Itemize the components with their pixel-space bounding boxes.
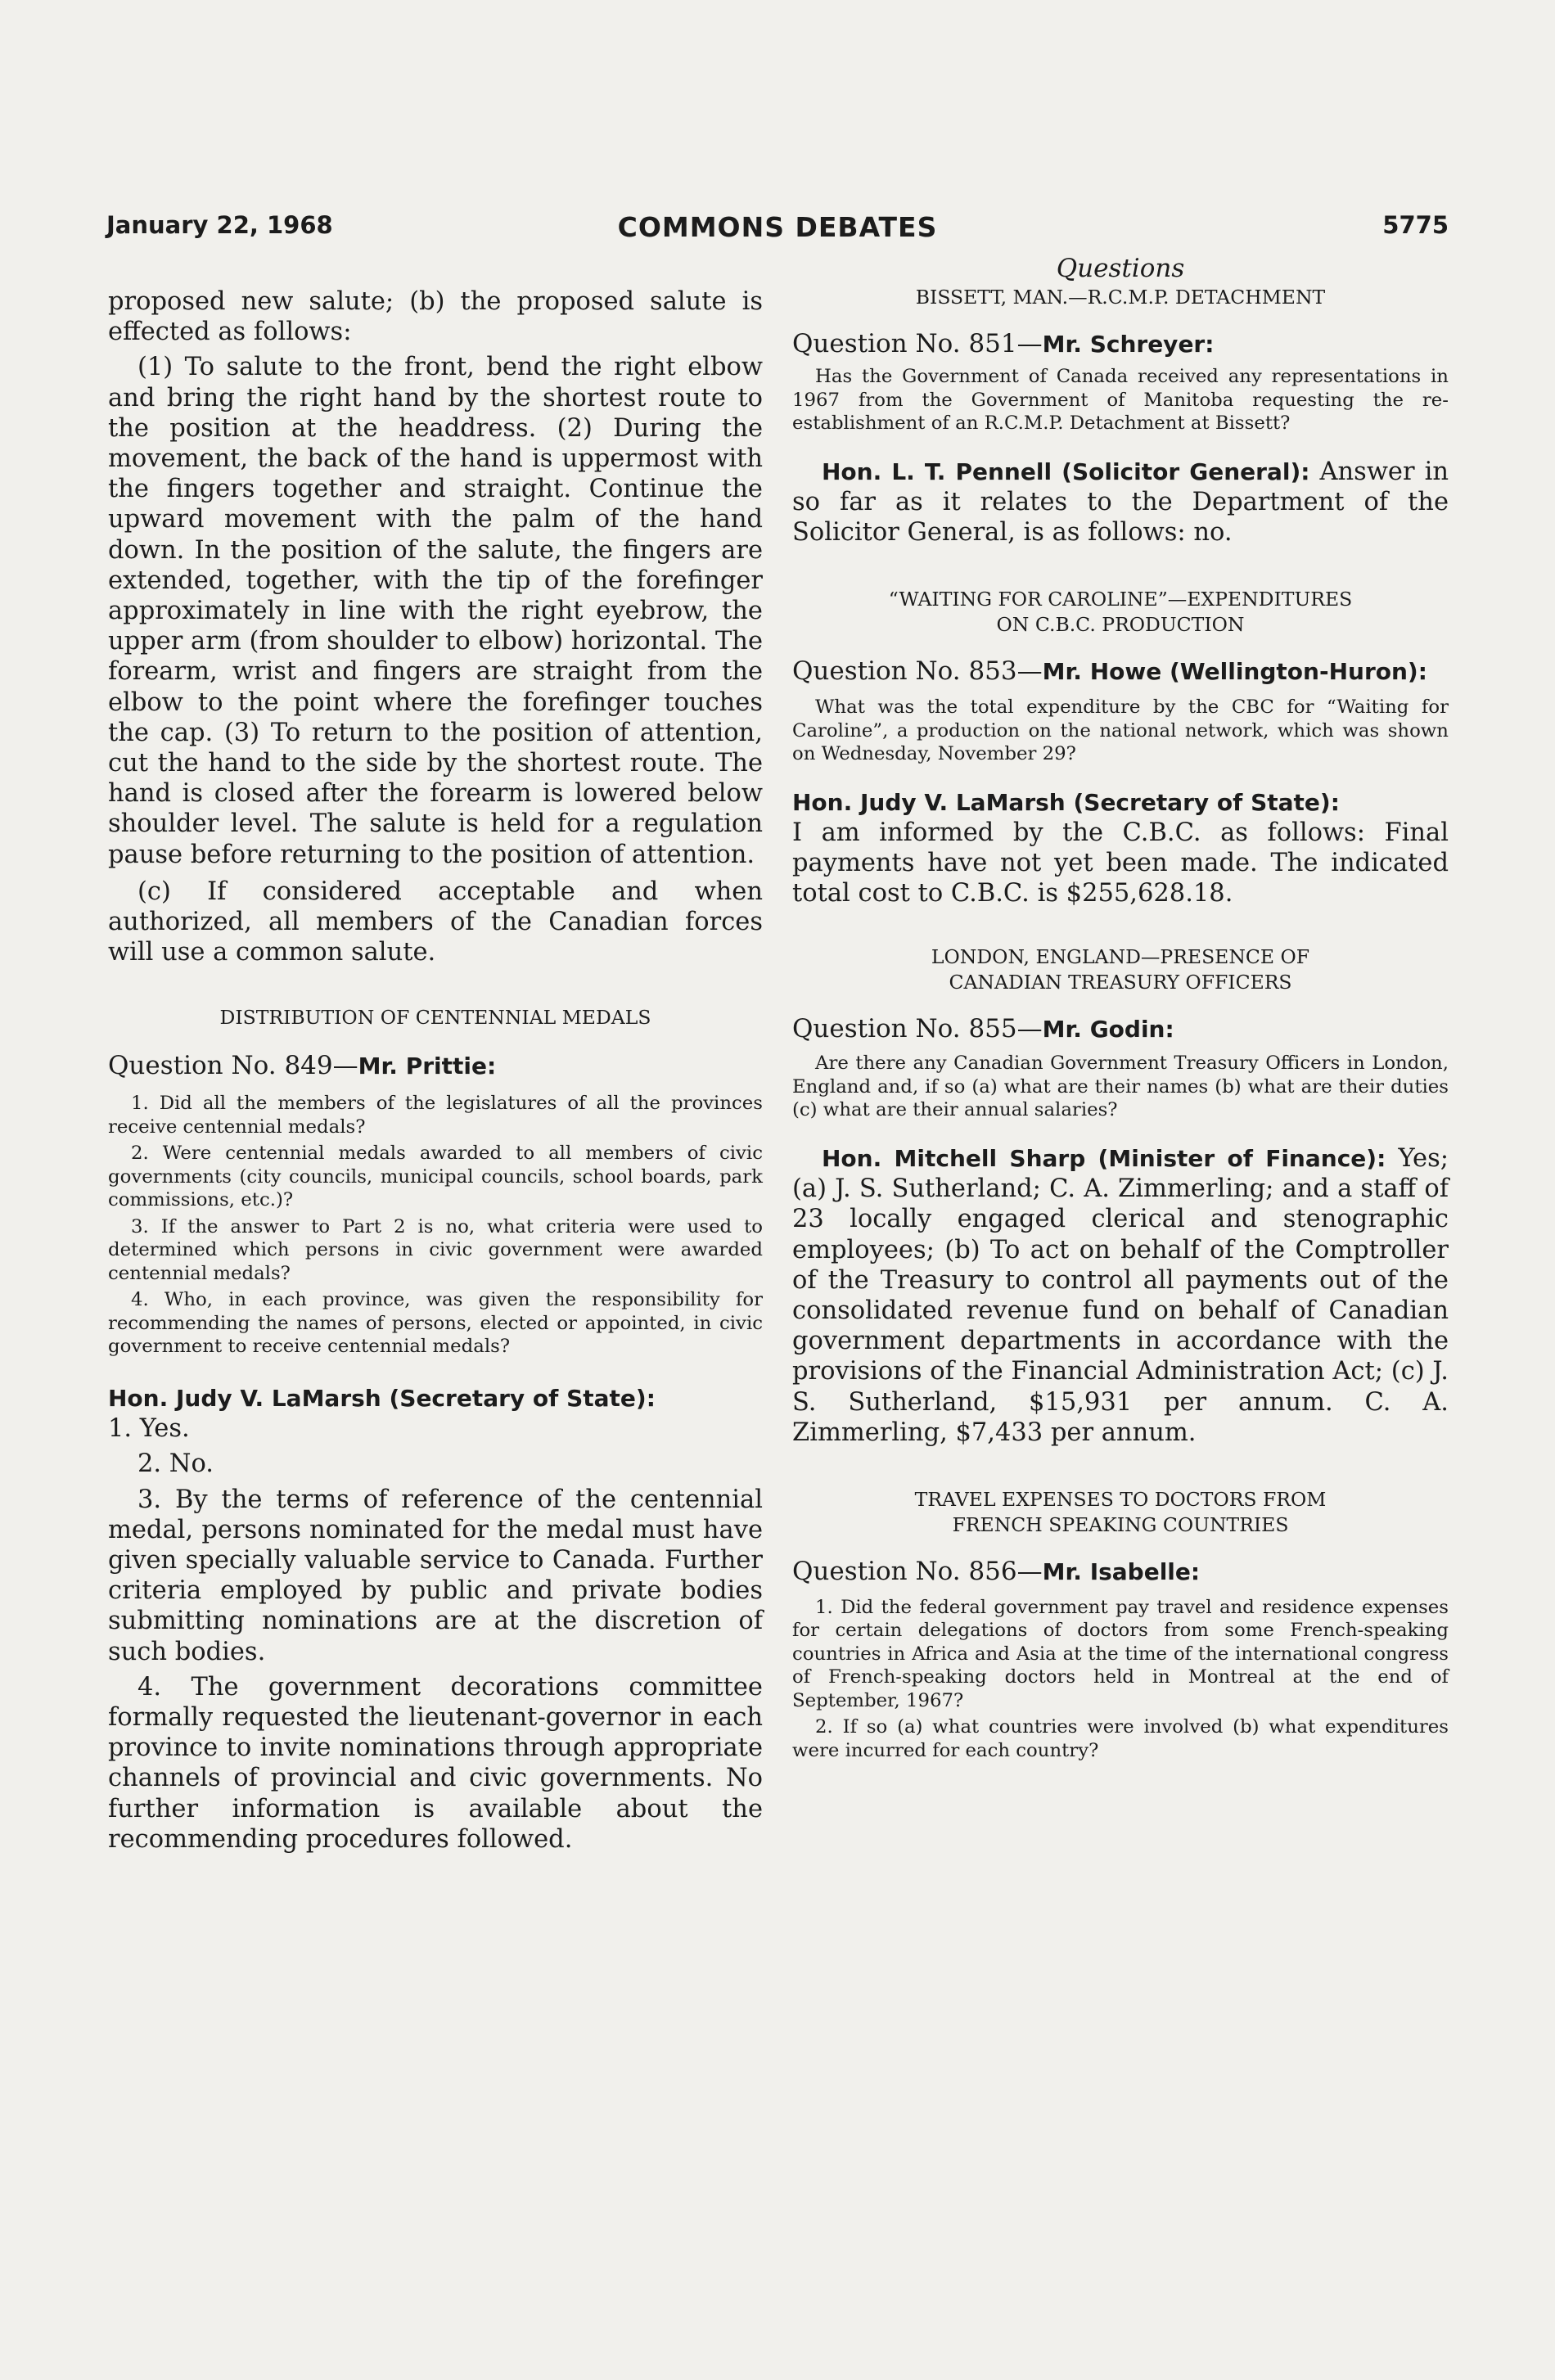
medals-question-4: 4. Who, in each province, was given the responsibility for recommending the names of persons, elected or appointed, in civic government to receive centennial medals?	[108, 1289, 763, 1358]
question-member: Mr. Schreyer:	[1042, 331, 1215, 358]
answer-text: Answer in so far as it relates to the Department of the Solicitor General, is as follows: no.	[792, 457, 1449, 547]
section-heading-bissett: BISSETT, MAN.—R.C.M.P. DETACHMENT	[915, 286, 1326, 309]
caroline-answer-speaker	[792, 787, 1449, 818]
header-date: January 22, 1968	[106, 211, 333, 239]
answer-text: Yes; (a) J. S. Sutherland; C. A. Zimmerling; and a staff of 23 locally engaged clerical and stenographic employees; (b) To act on behalf of the Comptroller of the Treasury to control all payments out of the consolidated revenue fund on behalf of Canadian government departments in accordance with the provisions of the Financial Administration Act; (c) J. S. Sutherland, $15,931 per annum. C. A. Zimmerling, $7,433 per annum.	[792, 1143, 1449, 1447]
section-heading-travel-2: FRENCH SPEAKING COUNTRIES	[952, 1512, 1289, 1536]
paragraph-salute-intro: proposed new salute; (b) the proposed salute is effected as follows:	[108, 287, 763, 347]
header-page-number: 5775	[1382, 211, 1449, 239]
london-answer	[792, 1143, 1449, 1448]
question-849	[108, 1050, 763, 1082]
paragraph-salute-steps: (1) To salute to the front, bend the right elbow and bring the right hand by the shortest route to the position at the headdress. (2) During the movement, the back of the hand is uppermost with the fingers together and straight. Continue the upward movement with the palm of the hand down. In the position of the salute, the fingers are extended, together, with the tip of the forefinger approximately in line with the right eyebrow, the upper arm (from shoulder to elbow) horizontal. The forearm, wrist and fingers are straight from the elbow to the point where the forefinger touches the cap. (3) To return to the position of attention, cut the hand to the side by the shortest route. The hand is closed after the forearm is lowered below shoulder level. The salute is held for a regulation pause before returning to the position of attention.	[108, 353, 763, 869]
medals-answer-1: 1. Yes.	[108, 1414, 190, 1444]
section-heading-caroline-2: ON C.B.C. PRODUCTION	[996, 613, 1245, 637]
paragraph-common-salute: (c) If considered acceptable and when authorized, all members of the Canadian forces will use a common salute.	[108, 877, 763, 967]
section-heading-caroline-1: “WAITING FOR CAROLINE”—EXPENDITURES	[888, 588, 1353, 611]
medals-answer-2: 2. No.	[137, 1449, 214, 1479]
question-number: Question No. 853—	[792, 656, 1043, 687]
question-member: Mr. Godin:	[1042, 1016, 1174, 1044]
bissett-answer	[792, 457, 1449, 548]
page-header	[106, 211, 1449, 249]
question-member: Mr. Isabelle:	[1042, 1557, 1201, 1585]
bissett-question: Has the Government of Canada received any representations in 1967 from the Government of Manitoba requesting the re-establishment of an R.C.M.P. Detachment at Bissett?	[792, 366, 1449, 434]
question-number: Question No. 855—	[792, 1014, 1043, 1044]
medals-answer-3: 3. By the terms of reference of the centennial medal, persons nominated for the medal must have given specially valuable service to Canada. Further criteria employed by public and private bodies submitting nominations are at the discretion of such bodies.	[108, 1485, 763, 1666]
question-855	[792, 1013, 1449, 1045]
medals-question-1: 1. Did all the members of the legislatures of all the provinces receive centennial medals?	[108, 1093, 763, 1138]
section-label-questions: Questions	[1056, 254, 1185, 283]
question-856	[792, 1556, 1449, 1588]
speaker-name: Hon. Judy V. LaMarsh (Secretary of State):	[792, 788, 1340, 816]
question-member: Mr. Howe (Wellington-Huron):	[1042, 658, 1427, 686]
section-heading-london-1: LONDON, ENGLAND—PRESENCE OF	[931, 945, 1310, 969]
speaker-name: Hon. Mitchell Sharp (Minister of Finance):	[822, 1144, 1386, 1172]
section-heading-medals: DISTRIBUTION OF CENTENNIAL MEDALS	[219, 1006, 651, 1030]
question-851	[792, 328, 1449, 360]
question-member: Mr. Prittie:	[358, 1053, 497, 1080]
medals-answer-4: 4. The government decorations committee formally requested the lieutenant-governor in each province to invite nominations through appropriate channels of provincial and civic governments. No further information is available about the recommending procedures followed.	[108, 1672, 763, 1854]
question-number: Question No. 851—	[792, 329, 1043, 358]
medals-question-2: 2. Were centennial medals awarded to all members of civic governments (city councils, municipal councils, school boards, park commissions, etc.)?	[108, 1143, 763, 1211]
speaker-name: Hon. Judy V. LaMarsh (Secretary of State):	[108, 1384, 656, 1412]
left-column	[108, 286, 763, 1855]
speaker-name: Hon. L. T. Pennell (Solicitor General):	[822, 458, 1310, 485]
section-heading-london-2: CANADIAN TREASURY OFFICERS	[949, 971, 1292, 994]
travel-question-1: 1. Did the federal government pay travel and residence expenses for certain delegations of doctors from some French-speaking countries in Africa and Asia at the time of the international congress of French-speaking doctors held in Montreal at the end of September, 1967?	[792, 1596, 1449, 1711]
caroline-question: What was the total expenditure by the CBC for “Waiting for Caroline”, a production on the national network, which was shown on Wednesday, November 29?	[792, 696, 1449, 765]
answer-speaker-medals	[108, 1383, 763, 1413]
question-number: Question No. 856—	[792, 1556, 1043, 1586]
medals-question-3: 3. If the answer to Part 2 is no, what criteria were used to determined which persons in civic government were awarded centennial medals?	[108, 1215, 763, 1284]
travel-question-2: 2. If so (a) what countries were involved (b) what expenditures were incurred for each country?	[792, 1716, 1449, 1761]
question-number: Question No. 849—	[108, 1051, 358, 1081]
section-heading-travel-1: TRAVEL EXPENSES TO DOCTORS FROM	[914, 1487, 1327, 1511]
london-question: Are there any Canadian Government Treasury Officers in London, England and, if so (a) what are their names (b) what are their duties (c) what are their annual salaries?	[792, 1053, 1449, 1121]
question-853	[792, 656, 1449, 687]
caroline-answer: I am informed by the C.B.C. as follows: Final payments have not yet been made. The indicated total cost to C.B.C. is $255,628.18.	[792, 818, 1449, 908]
right-column	[792, 254, 1449, 1762]
header-title: COMMONS DEBATES	[617, 211, 938, 243]
